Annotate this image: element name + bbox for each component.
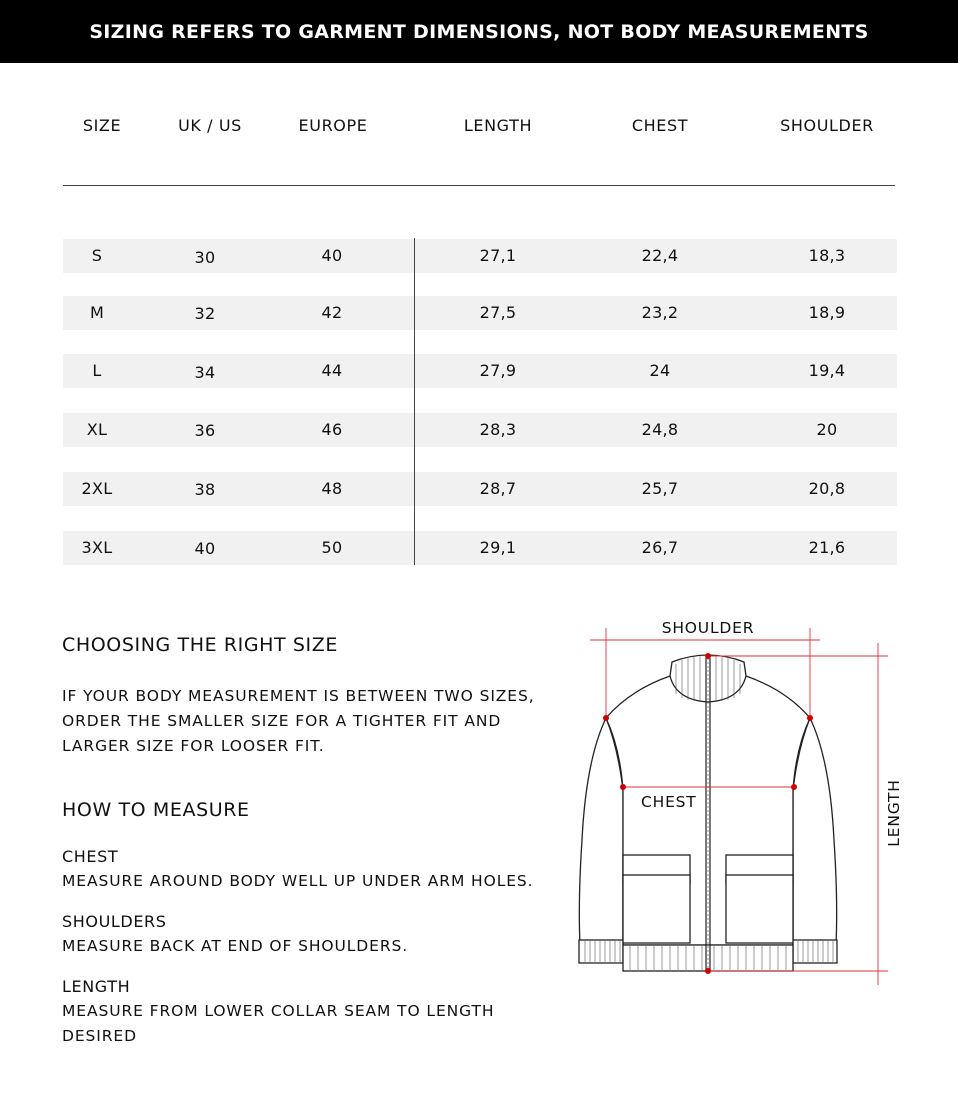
- length-cell: 28,3: [479, 420, 517, 439]
- size-cell: S: [91, 246, 103, 265]
- length-description: [62, 999, 494, 1049]
- uk-us-cell: 32: [194, 304, 216, 323]
- header-chest: CHEST: [631, 116, 689, 135]
- length-description-line: MEASURE FROM LOWER COLLAR SEAM TO LENGTH: [62, 1002, 495, 1020]
- length-label: LENGTH: [885, 779, 903, 847]
- uk-us-cell: 40: [194, 539, 216, 558]
- shoulder-label: SHOULDER: [661, 619, 755, 637]
- choosing-line: LARGER SIZE FOR LOOSER FIT.: [62, 737, 325, 755]
- shoulder-cell: 19,4: [808, 361, 846, 380]
- table-row: [63, 472, 897, 506]
- choosing-title: CHOOSING THE RIGHT SIZE: [62, 634, 338, 656]
- uk-us-cell: 36: [194, 421, 216, 440]
- length-description-line: DESIRED: [62, 1027, 137, 1045]
- chest-cell: 26,7: [641, 538, 679, 557]
- shoulder-cell: 20,8: [808, 479, 846, 498]
- choosing-line: IF YOUR BODY MEASUREMENT IS BETWEEN TWO SIZES,: [62, 687, 535, 705]
- uk-us-cell: 30: [194, 248, 216, 267]
- choosing-text: [62, 684, 535, 759]
- length-cell: 27,9: [479, 361, 517, 380]
- shoulders-description-line: MEASURE BACK AT END OF SHOULDERS.: [62, 937, 409, 955]
- header-length: LENGTH: [463, 116, 533, 135]
- table-row: [63, 354, 897, 388]
- chest-cell: 24,8: [641, 420, 679, 439]
- shoulders-description: [62, 934, 408, 959]
- shoulder-cell: 21,6: [808, 538, 846, 557]
- length-cell: 27,1: [479, 246, 517, 265]
- uk-us-cell: 38: [194, 480, 216, 499]
- header-shoulder: SHOULDER: [780, 116, 874, 135]
- europe-cell: 44: [321, 361, 343, 380]
- header-divider: [63, 185, 895, 186]
- length-cell: 28,7: [479, 479, 517, 498]
- header-size: SIZE: [82, 116, 122, 135]
- table-row: [63, 531, 897, 565]
- europe-cell: 50: [321, 538, 343, 557]
- table-column-divider: [414, 238, 415, 565]
- chest-description: [62, 869, 534, 894]
- header-europe: EUROPE: [298, 116, 368, 135]
- header-uk-us: UK / US: [178, 116, 242, 135]
- table-row: [63, 239, 897, 273]
- size-cell: L: [92, 361, 102, 380]
- table-row: [63, 413, 897, 447]
- chest-description-line: MEASURE AROUND BODY WELL UP UNDER ARM HOLES.: [62, 872, 534, 890]
- europe-cell: 42: [321, 303, 343, 322]
- length-term: LENGTH: [62, 977, 131, 996]
- europe-cell: 46: [321, 420, 343, 439]
- size-cell: 3XL: [81, 538, 113, 557]
- how-to-title: HOW TO MEASURE: [62, 799, 250, 821]
- shoulder-cell: 18,9: [808, 303, 846, 322]
- jacket-measurement-diagram: [570, 610, 903, 1000]
- size-cell: XL: [86, 420, 108, 439]
- uk-us-cell: 34: [194, 363, 216, 382]
- choosing-line: ORDER THE SMALLER SIZE FOR A TIGHTER FIT AND: [62, 712, 502, 730]
- sizing-banner: SIZING REFERS TO GARMENT DIMENSIONS, NOT BODY MEASUREMENTS: [0, 0, 958, 63]
- shoulders-term: SHOULDERS: [62, 912, 167, 931]
- chest-term: CHEST: [62, 847, 119, 866]
- shoulder-cell: 18,3: [808, 246, 846, 265]
- length-cell: 27,5: [479, 303, 517, 322]
- europe-cell: 48: [321, 479, 343, 498]
- table-row: [63, 296, 897, 330]
- length-cell: 29,1: [479, 538, 517, 557]
- chest-cell: 24: [649, 361, 671, 380]
- chest-cell: 22,4: [641, 246, 679, 265]
- size-cell: 2XL: [81, 479, 113, 498]
- chest-label: CHEST: [641, 793, 697, 811]
- size-cell: M: [89, 303, 105, 322]
- shoulder-cell: 20: [816, 420, 838, 439]
- chest-cell: 25,7: [641, 479, 679, 498]
- chest-cell: 23,2: [641, 303, 679, 322]
- europe-cell: 40: [321, 246, 343, 265]
